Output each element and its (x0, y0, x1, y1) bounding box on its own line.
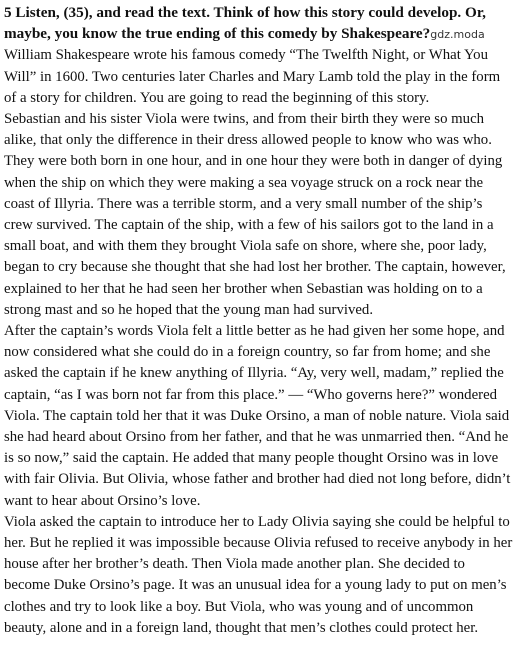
story-paragraph: Viola asked the captain to introduce her to Lady Olivia saying she could be helpful to her. But he replied it was impossible because Olivia refused to receive anybody in her house after her brother’s death. Then Viola made another plan. She decided to become Duke Orsino’s page. It was an unusual idea for a young lady to put on men’s clothes and try to look like a boy. But Viola, who was young and of uncommon beauty, alone and in a foreign land, thought that men’s clothes could protect her. (4, 513, 513, 636)
story-paragraph: After the captain’s words Viola felt a little better as he had given her some hope, and now considered what she could do in a foreign country, so far from home; and she asked the captain if he knew anything of Illyria. “Ay, very well, madam,” replied the captain, “as I was born not far from this place.” — “Who governs here?” wondered Viola. The captain told her that it was Duke Orsino, a man of noble nature. Viola said she had heard about Orsino from her father, and that he was unmarried then. “And he is so now,” said the captain. He added that many people thought Orsino was in love with fair Olivia. But Olivia, whose father and brother had died not long before, didn’t want to hear about Orsino’s love. (4, 323, 511, 509)
task-instruction (4, 2, 514, 45)
watermark-text: gdz.moda (430, 28, 485, 42)
textbook-page (4, 2, 514, 639)
task-title: 5 Listen, (35), and read the text. Think of how this story could develop. Or, maybe, you know the true ending of this comedy by Shakespeare? (4, 4, 486, 43)
intro-paragraph: William Shakespeare wrote his famous comedy “The Twelfth Night, or What You Will” in 1600. Two centuries later Charles and Mary Lamb told the play in the form of a story for children. You are going to read the beginning of this story. (4, 47, 501, 106)
story-paragraph: Sebastian and his sister Viola were twins, and from their birth they were so much alike, that only the difference in their dress allowed people to know who was who. They were both born in one hour, and in one hour they were both in danger of dying when the ship on which they were making a sea voyage struck on a rock near the coast of Illyria. There was a terrible storm, and a very small number of the ship’s crew survived. The captain of the ship, with a few of his sailors got to the land in a small boat, and with them they brought Viola safe on shore, where she, poor lady, began to cry because she thought that she had lost her brother. The captain, however, explained to her that he had seen her brother when Sebastian was holding on to a strong mast and so he hoped that the young man had survived. (4, 111, 506, 318)
